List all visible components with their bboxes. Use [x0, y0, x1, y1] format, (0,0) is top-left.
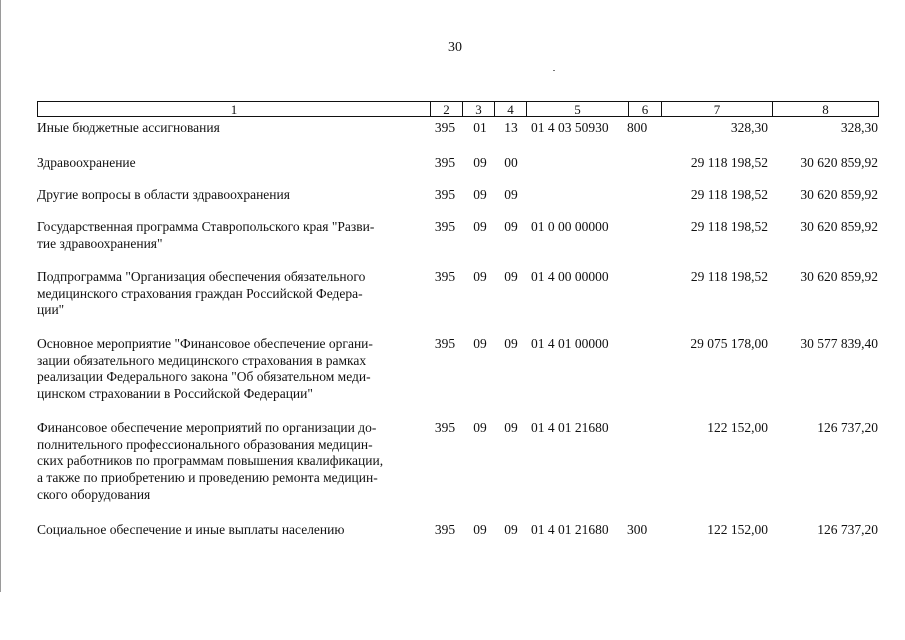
row-name — [37, 336, 427, 403]
row-name-line: Социальное обеспечение и иные выплаты населению — [37, 522, 345, 537]
row-name — [37, 420, 427, 504]
row-name-line: Основное мероприятие "Финансовое обеспечение органи- — [37, 336, 373, 351]
header-col-8: 8 — [772, 102, 878, 116]
header-col-2: 2 — [430, 102, 462, 116]
cell-col-2: 395 — [434, 219, 456, 234]
row-name-line: ции" — [37, 302, 65, 318]
row-name — [37, 155, 427, 172]
cell-col-5: 01 4 01 21680 — [531, 420, 609, 435]
cell-col-3: 09 — [473, 522, 487, 537]
page-left-edge — [0, 0, 1, 592]
cell-col-7: 29 118 198,52 — [690, 219, 768, 234]
cell-col-8: 30 620 859,92 — [800, 187, 878, 202]
cell-col-6: 800 — [627, 120, 648, 135]
cell-col-3: 09 — [473, 219, 487, 234]
row-name-line: медицинского страхования граждан Российской Федера- — [37, 285, 363, 301]
row-name-line: зации обязательного медицинского страхования в рамках — [37, 352, 367, 368]
header-col-4: 4 — [494, 102, 526, 116]
cell-col-4: 09 — [504, 219, 518, 234]
cell-col-7: 122 152,00 — [707, 522, 768, 537]
row-name-line: Иные бюджетные ассигнования — [37, 120, 220, 135]
cell-col-4: 09 — [504, 420, 518, 435]
row-name-line: Подпрограмма "Организация обеспечения обязательного — [37, 269, 366, 284]
cell-col-4: 13 — [504, 120, 518, 135]
cell-col-5: 01 0 00 00000 — [531, 219, 609, 234]
row-name-line: тие здравоохранения" — [37, 235, 163, 251]
row-name — [37, 219, 427, 252]
cell-col-7: 29 118 198,52 — [690, 269, 768, 284]
row-name-line: реализации Федерального закона "Об обязательном меди- — [37, 369, 371, 385]
cell-col-8: 126 737,20 — [817, 420, 878, 435]
cell-col-7: 29 118 198,52 — [690, 155, 768, 170]
row-name-line: полнительного профессионального образования медицин- — [37, 436, 373, 452]
cell-col-2: 395 — [434, 420, 456, 435]
cell-col-8: 328,30 — [840, 120, 878, 135]
row-name-line: ских работников по программам повышения квалификации, — [37, 453, 384, 469]
cell-col-3: 01 — [473, 120, 487, 135]
row-name — [37, 120, 427, 137]
cell-col-4: 09 — [504, 187, 518, 202]
cell-col-2: 395 — [434, 187, 456, 202]
cell-col-2: 395 — [434, 336, 456, 351]
cell-col-6: 300 — [627, 522, 648, 537]
cell-col-2: 395 — [434, 155, 456, 170]
cell-col-8: 30 620 859,92 — [800, 269, 878, 284]
row-name-line: Здравоохранение — [37, 155, 136, 170]
row-name-line: цинском страховании в Российской Федерации" — [37, 386, 313, 402]
header-col-1: 1 — [230, 102, 238, 117]
scan-speck — [553, 70, 555, 71]
header-col-6: 6 — [628, 102, 661, 116]
cell-col-3: 09 — [473, 187, 487, 202]
row-name-line: а также по приобретению и проведению ремонта медицин- — [37, 470, 378, 486]
cell-col-3: 09 — [473, 336, 487, 351]
cell-col-8: 126 737,20 — [817, 522, 878, 537]
row-name — [37, 522, 427, 539]
row-name-line: Другие вопросы в области здравоохранения — [37, 187, 290, 202]
cell-col-2: 395 — [434, 269, 456, 284]
cell-col-8: 30 620 859,92 — [800, 155, 878, 170]
header-col-7: 7 — [661, 102, 772, 116]
cell-col-5: 01 4 00 00000 — [531, 269, 609, 284]
cell-col-8: 30 620 859,92 — [800, 219, 878, 234]
row-name-line: Финансовое обеспечение мероприятий по организации до- — [37, 420, 377, 435]
cell-col-3: 09 — [473, 269, 487, 284]
row-name — [37, 269, 427, 319]
row-name-line: Государственная программа Ставропольского края "Разви- — [37, 219, 375, 234]
cell-col-7: 328,30 — [730, 120, 768, 135]
cell-col-4: 00 — [504, 155, 518, 170]
header-col-3: 3 — [462, 102, 494, 116]
page-number: 30 — [448, 40, 462, 55]
cell-col-8: 30 577 839,40 — [800, 336, 878, 351]
cell-col-7: 122 152,00 — [707, 420, 768, 435]
cell-col-2: 395 — [434, 120, 456, 135]
header-col-5: 5 — [526, 102, 628, 116]
cell-col-7: 29 118 198,52 — [690, 187, 768, 202]
cell-col-4: 09 — [504, 269, 518, 284]
row-name-line: ского оборудования — [37, 486, 151, 502]
cell-col-5: 01 4 01 21680 — [531, 522, 609, 537]
cell-col-4: 09 — [504, 522, 518, 537]
table-header-row — [37, 101, 879, 117]
row-name — [37, 187, 427, 204]
cell-col-3: 09 — [473, 420, 487, 435]
cell-col-2: 395 — [434, 522, 456, 537]
cell-col-5: 01 4 03 50930 — [531, 120, 609, 135]
cell-col-4: 09 — [504, 336, 518, 351]
cell-col-3: 09 — [473, 155, 487, 170]
cell-col-7: 29 075 178,00 — [690, 336, 768, 351]
cell-col-5: 01 4 01 00000 — [531, 336, 609, 351]
